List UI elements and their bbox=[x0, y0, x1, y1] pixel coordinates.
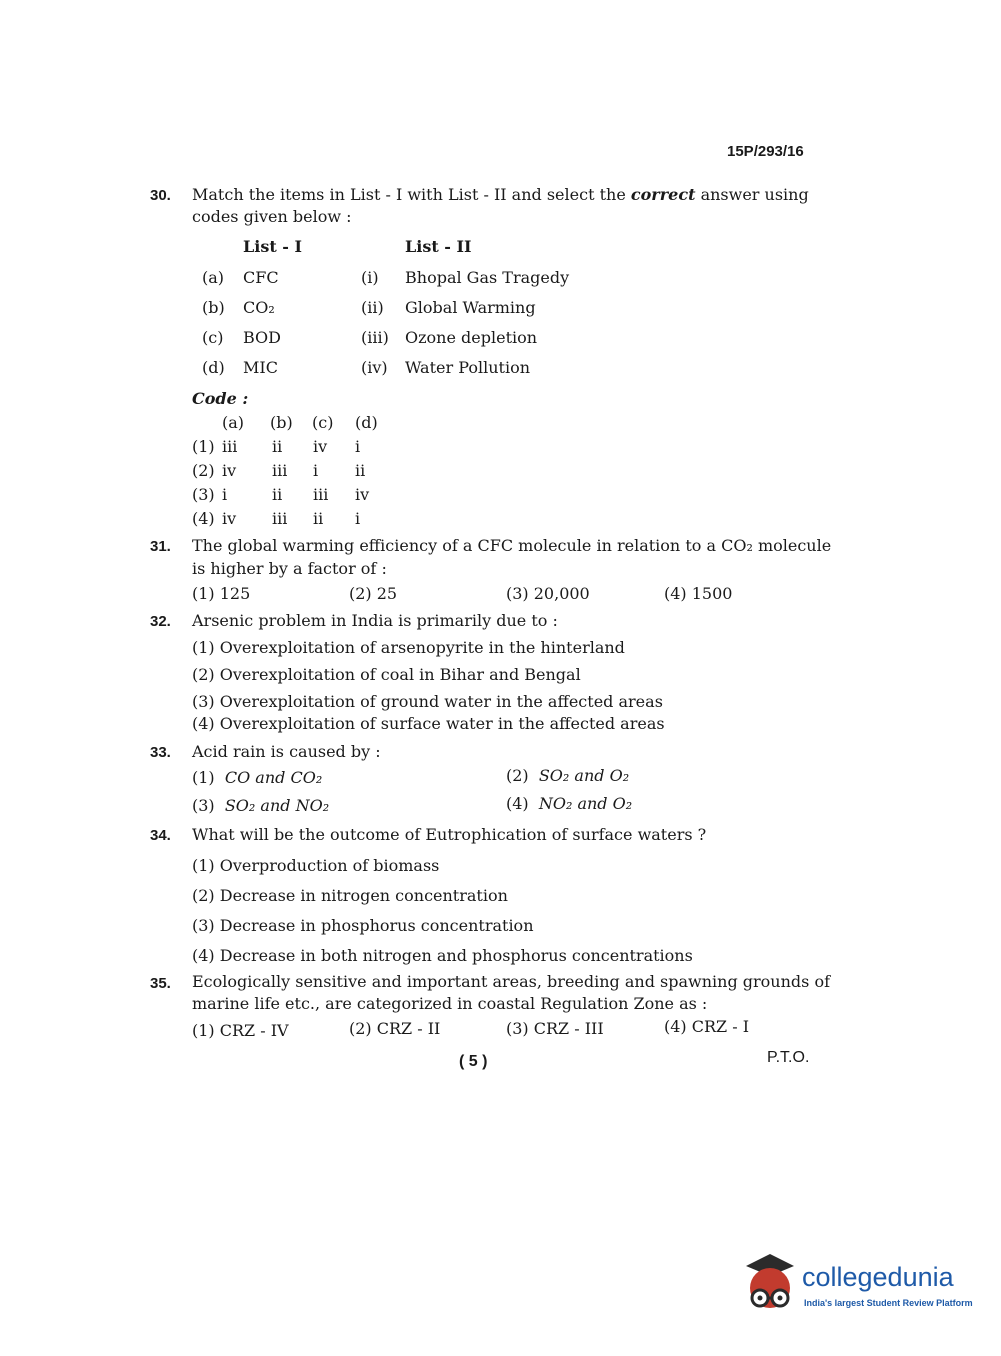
code-value: ii bbox=[313, 509, 324, 528]
option: (4) 1500 bbox=[664, 584, 733, 603]
code-option: (4) bbox=[192, 509, 215, 528]
option: (3) 20,000 bbox=[506, 584, 590, 603]
list1-item: MIC bbox=[243, 358, 278, 377]
question-number-34: 34. bbox=[150, 827, 171, 844]
code-value: iii bbox=[272, 509, 288, 528]
question-31-line2: is higher by a factor of : bbox=[192, 559, 387, 578]
option: (2) Overexploitation of coal in Bihar and Bengal bbox=[192, 665, 581, 684]
list2-item: Water Pollution bbox=[405, 358, 530, 377]
option: (1) Overproduction of biomass bbox=[192, 856, 440, 875]
option: (1) 125 bbox=[192, 584, 251, 603]
question-34-line1: What will be the outcome of Eutrophication of surface waters ? bbox=[192, 825, 707, 844]
brand-tagline: India's largest Student Review Platform bbox=[804, 1298, 973, 1308]
code-value: i bbox=[313, 461, 319, 480]
option: (3) Decrease in phosphorus concentration bbox=[192, 916, 534, 935]
option-number: (3) bbox=[192, 796, 215, 815]
code-header: (d) bbox=[355, 413, 378, 432]
option: (4) Overexploitation of surface water in the affected areas bbox=[192, 714, 665, 733]
question-number-32: 32. bbox=[150, 613, 171, 630]
code-value: iv bbox=[222, 509, 237, 528]
list1-label: (a) bbox=[202, 268, 225, 287]
list1-item: CFC bbox=[243, 268, 279, 287]
code-value: iii bbox=[272, 461, 288, 480]
option-number: (1) bbox=[192, 768, 215, 787]
question-number-33: 33. bbox=[150, 744, 171, 761]
list2-item: Bhopal Gas Tragedy bbox=[405, 268, 570, 287]
page-number: ( 5 ) bbox=[459, 1053, 488, 1070]
option-text: NO₂ and O₂ bbox=[538, 794, 633, 813]
question-number-35: 35. bbox=[150, 975, 171, 992]
code-value: ii bbox=[355, 461, 366, 480]
code-value: iv bbox=[313, 437, 328, 456]
code-value: iii bbox=[313, 485, 329, 504]
pto-label: P.T.O. bbox=[767, 1049, 810, 1066]
list1-item: CO₂ bbox=[243, 298, 275, 317]
list2-item: Ozone depletion bbox=[405, 328, 538, 347]
option: (2) CRZ - II bbox=[349, 1019, 441, 1038]
code-option: (1) bbox=[192, 437, 215, 456]
option: (3) Overexploitation of ground water in the affected areas bbox=[192, 692, 663, 711]
code-option: (2) bbox=[192, 461, 215, 480]
code-option: (3) bbox=[192, 485, 215, 504]
code-value: iv bbox=[222, 461, 237, 480]
option: (2) Decrease in nitrogen concentration bbox=[192, 886, 508, 905]
question-30-line1 bbox=[192, 185, 809, 204]
list1-item: BOD bbox=[243, 328, 281, 347]
question-31-line1: The global warming efficiency of a CFC molecule in relation to a CO₂ molecule bbox=[192, 536, 832, 555]
list2-label: (iv) bbox=[361, 358, 388, 377]
code-value: iii bbox=[222, 437, 238, 456]
option: (3) CRZ - III bbox=[506, 1019, 604, 1038]
option bbox=[192, 796, 329, 815]
list1-title: List - I bbox=[243, 237, 302, 256]
code-value: ii bbox=[272, 485, 283, 504]
question-30-line1-text: Match the items in List - I with List - II and select the bbox=[192, 185, 626, 204]
option-text: SO₂ and NO₂ bbox=[224, 796, 330, 815]
list2-item: Global Warming bbox=[405, 298, 536, 317]
code-value: i bbox=[222, 485, 228, 504]
option: (1) CRZ - IV bbox=[192, 1021, 289, 1040]
code-header: (b) bbox=[270, 413, 293, 432]
list1-label: (d) bbox=[202, 358, 225, 377]
list1-label: (c) bbox=[202, 328, 224, 347]
option: (4) Decrease in both nitrogen and phosphorus concentrations bbox=[192, 946, 693, 965]
question-35-line1: Ecologically sensitive and important areas, breeding and spawning grounds of bbox=[192, 972, 831, 991]
question-30-emphasis: correct bbox=[630, 185, 696, 204]
question-number-31: 31. bbox=[150, 538, 171, 555]
option-number: (2) bbox=[506, 766, 529, 785]
code-header: (a) bbox=[222, 413, 245, 432]
option: (2) 25 bbox=[349, 584, 398, 603]
question-30-line2: codes given below : bbox=[192, 207, 352, 226]
code-value: iv bbox=[355, 485, 370, 504]
brand-logo[interactable] bbox=[740, 1248, 973, 1323]
option-text: CO and CO₂ bbox=[224, 768, 323, 787]
option-number: (4) bbox=[506, 794, 529, 813]
mascot-icon bbox=[740, 1252, 800, 1316]
code-value: i bbox=[355, 509, 361, 528]
option: (1) Overexploitation of arsenopyrite in the hinterland bbox=[192, 638, 625, 657]
option: (4) CRZ - I bbox=[664, 1017, 750, 1036]
option bbox=[192, 768, 322, 787]
code-value: i bbox=[355, 437, 361, 456]
question-33-line1: Acid rain is caused by : bbox=[192, 742, 381, 761]
code-title: Code : bbox=[192, 389, 249, 408]
option bbox=[506, 766, 629, 785]
option bbox=[506, 794, 632, 813]
list2-label: (i) bbox=[361, 268, 379, 287]
list2-title: List - II bbox=[405, 237, 472, 256]
question-30-line1-end: answer using bbox=[700, 185, 809, 204]
paper-code: 15P/293/16 bbox=[727, 143, 804, 160]
brand-name: collegedunia bbox=[802, 1262, 954, 1292]
list2-label: (ii) bbox=[361, 298, 384, 317]
question-35-line2: marine life etc., are categorized in coastal Regulation Zone as : bbox=[192, 994, 708, 1013]
list2-label: (iii) bbox=[361, 328, 389, 347]
question-number-30: 30. bbox=[150, 187, 171, 204]
question-32-line1: Arsenic problem in India is primarily due to : bbox=[192, 611, 558, 630]
code-header: (c) bbox=[312, 413, 334, 432]
code-value: ii bbox=[272, 437, 283, 456]
list1-label: (b) bbox=[202, 298, 225, 317]
option-text: SO₂ and O₂ bbox=[538, 766, 630, 785]
